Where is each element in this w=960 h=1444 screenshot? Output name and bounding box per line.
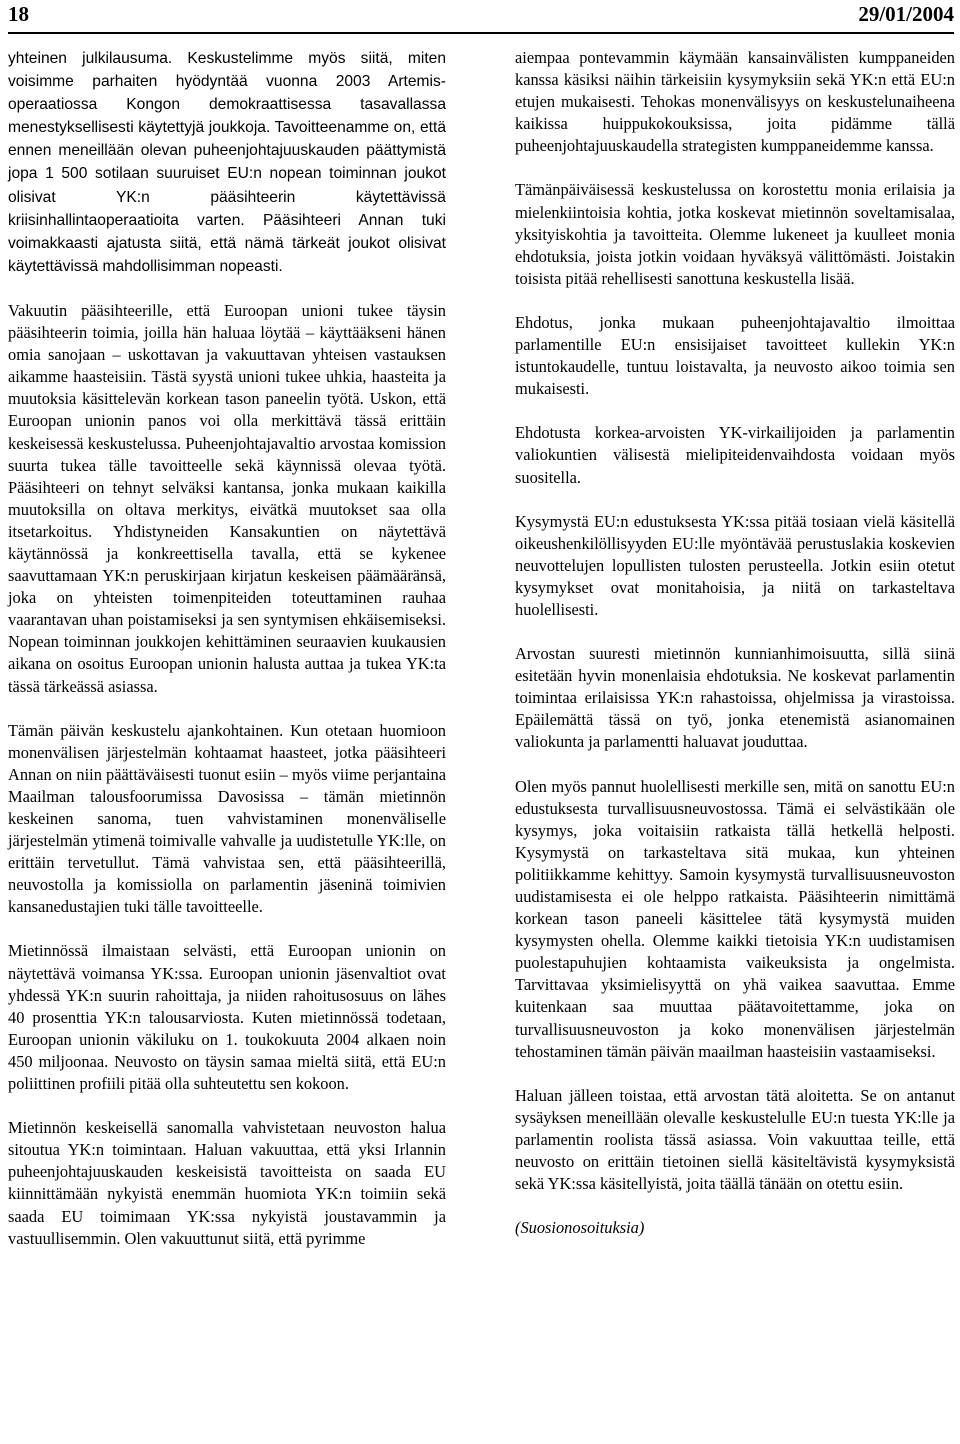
left-column	[8, 47, 446, 1250]
page-header	[8, 0, 954, 30]
session-date: 29/01/2004	[858, 2, 954, 26]
right-column	[515, 47, 955, 1239]
paragraph: Tämänpäiväisessä keskustelussa on korostettu monia erilaisia ja mielenkiintoisia kohtia, jotka koskevat mietinnön soveltamisalaa, yksityiskohtia ja tavoitteita. Olemme lukeneet ja kuulleet monia ehdotuksia, joista jotkin voidaan hyväksyä välittömästi. Joistakin toisista pitää rehellisesti sanottuna keskustella lisää.	[515, 180, 955, 288]
header-rule	[8, 32, 954, 34]
paragraph: Haluan jälleen toistaa, että arvostan tätä aloitetta. Se on antanut sysäyksen meneillään olevalle keskustelulle EU:n tuesta YK:lle ja parlamentin roolista tässä asiassa. Voin vakuuttaa teille, että neuvosto on erittäin tietoinen siellä käsiteltävistä kysymyksistä sekä YK:ssa käsitellyistä, joita täällä tänään on otettu esiin.	[515, 1085, 955, 1194]
paragraph: Mietinnössä ilmaistaan selvästi, että Euroopan unionin on näytettävä voimansa YK:ssa. Euroopan unionin jäsenvaltiot ovat yhdessä YK:n suurin rahoittaja, ja niiden rahoitusosuus on lähes 40 prosenttia YK:n talousarviosta. Kuten mietinnössä todetaan, Euroopan unionin väkiluku on 1. toukokuuta 2004 alkaen noin 450 miljoonaa. Neuvosto on täysin samaa mieltä siitä, että EU:n poliittinen profiili pitää olla suhteutettu sen kokoon.	[8, 941, 446, 1094]
applause-note: (Suosionosoituksia)	[515, 1218, 645, 1238]
paragraph: Olen myös pannut huolellisesti merkille sen, mitä on sanottu EU:n edustuksesta turvallisuusneuvostossa. Tämä ei selvästikään ole kysymys, joka voitaisiin ratkaista tällä hetkellä helposti. Kysymystä on tarkasteltava sitä mukaa, kun yhteinen politiikkamme kehittyy. Samoin kysymystä turvallisuusneuvoston uudistamisesta ei ole helppo ratkaista. Pääsihteerin nimittämä korkean tason paneeli käsittelee tätä kysymystä muiden kysymysten ohella. Olemme kaikki tietoisia YK:n uudistamisen puolestapuhujien kohtaamista vaikeuksista ja ongelmista. Tarvittavaa yksimielisyyttä on yhä vaikea saavuttaa. Emme kuitenkaan saa muuttaa päätavoitettamme, joka on turvallisuusneuvoston ja koko monenvälisen järjestelmän tehostaminen tämän päivän maailman haasteisiin vastaamiseksi.	[515, 776, 955, 1061]
paragraph: Ehdotus, jonka mukaan puheenjohtajavaltio ilmoittaa parlamentille EU:n ensisijaiset tavoitteet kullekin YK:n istuntokaudelle, tuntuu loistavalta, ja neuvosto aikoo toimia sen mukaisesti.	[515, 312, 955, 399]
paragraph: Tämän päivän keskustelu ajankohtainen. Kun otetaan huomioon monenvälisen järjestelmän kohtaamat haasteet, jotka pääsihteeri Annan on niin päättäväisesti tuonut esiin – myös viime perjantaina Maailman talousfoorumissa Davosissa – tämän mietinnön keskeinen sanoma, tuen vahvistaminen monenväliselle järjestelmän ytimenä toimivalle vahvalle ja uudistetulle YK:lle, on erittäin tervetullut. Tämä vahvistaa sen, että pääsihteerillä, neuvostolla ja komissiolla on parlamentin jäseninä toimivien kansanedustajien tuki tälle tavoitteelle.	[8, 720, 446, 917]
paragraph: aiempaa pontevammin käymään kansainvälisten kumppaneiden kanssa käsiksi näihin tärkeisiin kysymyksiin sekä YK:n että EU:n etujen mukaisesti. Tehokas monenvälisyys on keskustelunaiheena kaikissa huippukokouksissa, joita pidämme tällä puheenjohtajuuskaudella strategisten kumppaneidemme kanssa.	[515, 48, 955, 156]
paragraph-sans-part: yhteinen julkilausuma. Keskustelimme myös siitä, miten voisimme parhaiten hyödyntää vuonna 2003 Artemis-operaatiossa Kongon demokraattisessa tasavallassa menestyksellisesti käytettyjä joukkoja.	[8, 50, 446, 137]
paragraph: Kysymystä EU:n edustuksesta YK:ssa pitää tosiaan vielä käsitellä oikeushenkilöllisyyden EU:lle myöntävää perustuslakia koskevien neuvottelujen lopullisten tulosten perusteella. Jotkin esiin otetut kysymykset ovat monitahoisia, ja niitä on tarkasteltava huolellisesti.	[515, 511, 955, 619]
page-number: 18	[8, 2, 29, 26]
paragraph	[8, 47, 446, 278]
paragraph: Arvostan suuresti mietinnön kunnianhimoisuutta, sillä siinä esitetään hyvin monenlaisia ehdotuksia. Ne koskevat parlamentin toimintaa erilaisissa YK:n rahastoissa, ohjelmissa ja virastoissa. Epäilemättä tässä on työ, jonka etenemistä asianomainen valiokunta ja parlamentti haluavat jouduttaa.	[515, 644, 955, 752]
paragraph: Ehdotusta korkea-arvoisten YK-virkailijoiden ja parlamentin valiokuntien välisestä mielipiteidenvaihdosta voidaan myös suositella.	[515, 423, 955, 487]
paragraph: Mietinnön keskeisellä sanomalla vahvistetaan neuvoston halua sitoutua YK:n toimintaan. Haluan vakuuttaa, että yksi Irlannin puheenjohtajuuskauden keskeisistä tavoitteista on saada EU kiinnittämään nykyistä enemmän huomiota YK:n toimiin sekä saada EU toimimaan YK:ssa nykyistä joustavammin ja vastuullisemmin. Olen vakuuttunut siitä, että pyrimme	[8, 1118, 446, 1248]
paragraph: Vakuutin pääsihteerille, että Euroopan unioni tukee täysin pääsihteerin toimia, joilla hän haluaa löytää – käyttääkseni hänen omia sanojaan – uskottavan ja vakuuttavan yhteisen vastauksen aikamme haasteisiin. Tästä syystä unioni tukee uhkia, haasteita ja muutoksia käsittelevän korkean tason paneelin työtä. Uskon, että Euroopan unionin panos voi olla merkittävä tässä erittäin keskeisessä keskustelussa. Puheenjohtajavaltio arvostaa komission suurta tukea tälle tavoitteelle sekä käynnissä olevaa työtä. Pääsihteeri on tehnyt selväksi kantansa, jonka mukaan kaikilla muutoksilla on oltava merkitys, eivätkä muutokset saa olla itsetarkoitus. Yhdistyneiden Kansakuntien on näytettävä käytännössä ja konkreettisella tavalla, että se kykenee saavuttamaan YK:n peruskirjaan kirjatun keskeisen päämääränsä, joka on yhteisten toimenpiteiden toteuttaminen rauhaa vaarantavan uhan poistamiseksi ja sen syntymisen ehkäisemiseksi. Nopean toiminnan joukkojen kehittäminen seuraavien kuukausien aikana on osoitus Euroopan unionin halusta auttaa ja tukea YK:ta tässä tärkeässä asiassa.	[8, 300, 446, 696]
paragraph-sans-part: Tavoitteenamme on, että ennen meneillään olevan puheenjohtajuuskauden päättymistä jopa 1 500 sotilaan suuruiset EU:n nopean toiminnan joukot olisivat YK:n pääsihteerin käytettävissä kriisinhallintaoperaatioita varten. Pääsihteeri Annan tuki voimakkaasti ajatusta siitä, että nämä tärkeät joukot olisivat käytettävissä mahdollisimman nopeasti.	[8, 119, 446, 275]
